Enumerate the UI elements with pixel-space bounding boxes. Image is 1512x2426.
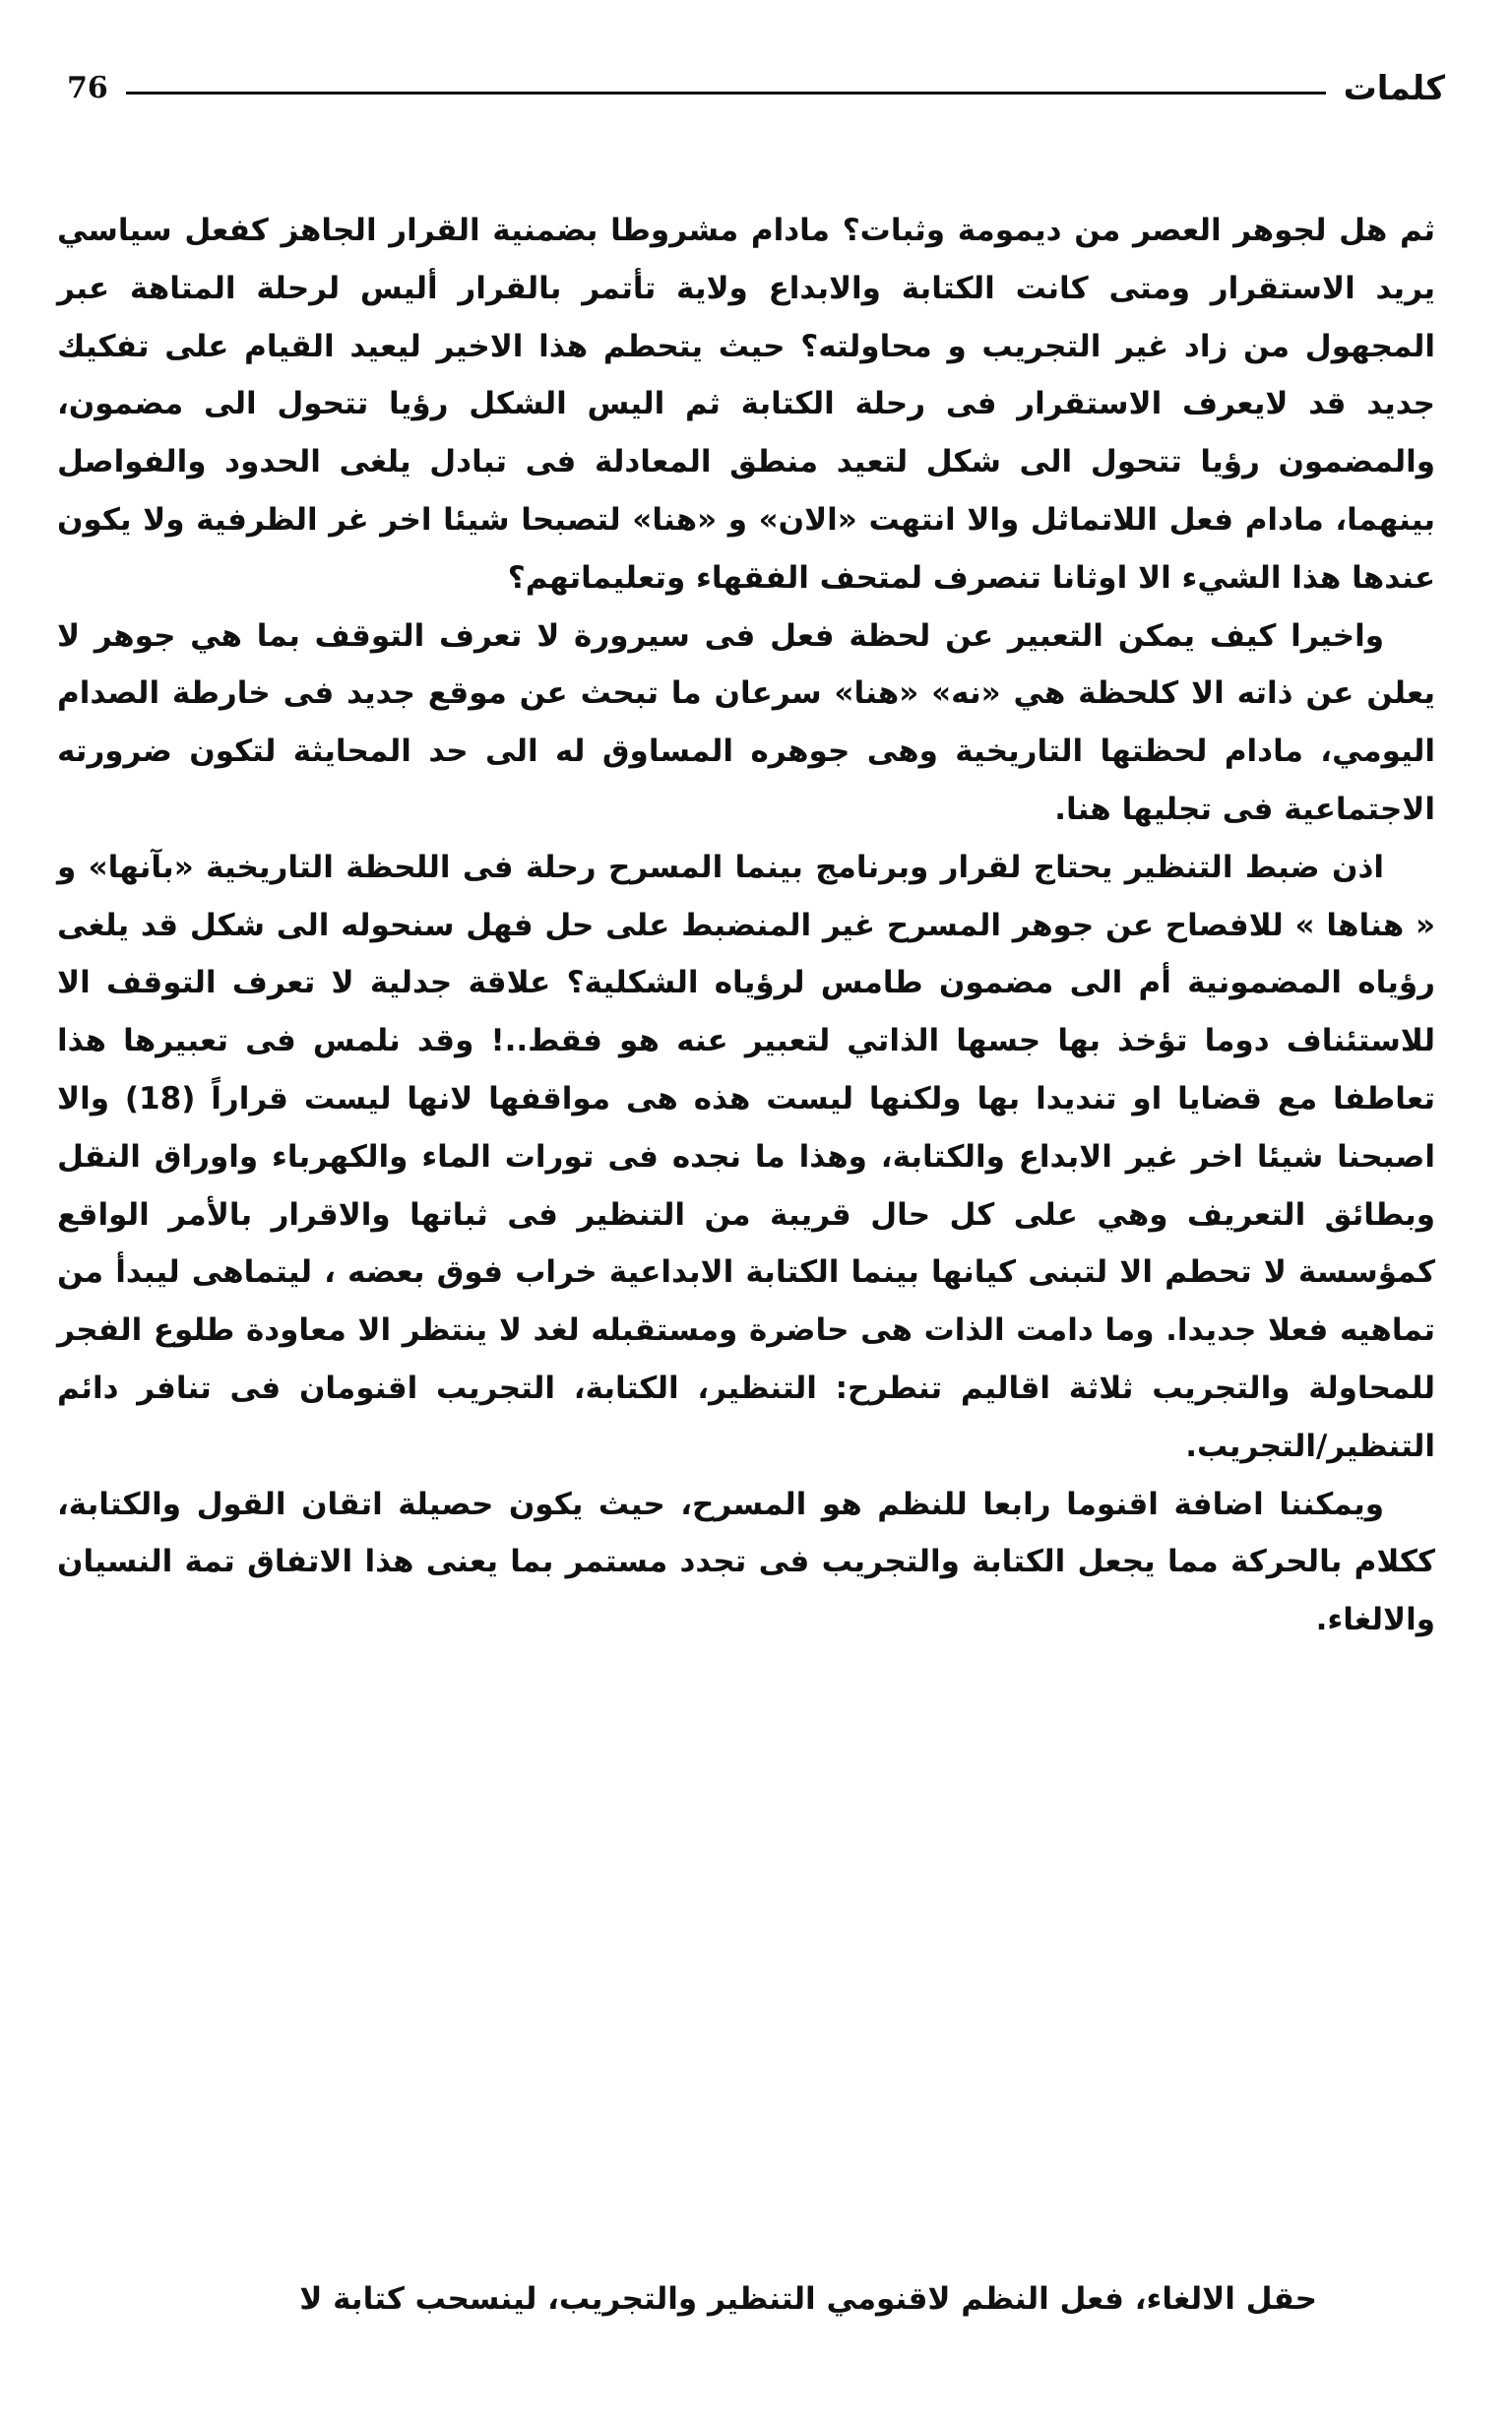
header-rule [126,92,1326,95]
continuation-line: حقل الالغاء، فعل النظم لاقنومي التنظير والتجريب، لينسحب كتابة لا [299,2281,1317,2317]
paragraph-2: واخيرا كيف يمكن التعبير عن لحظة فعل فى سيرورة لا تعرف التوقف بما هي جوهر لا يعلن عن ذاته الا كلحظة هي «نه» «هنا» سرعان ما تبحث عن موقع جديد فى خارطة الصدام اليومي، مادام لحظتها التاريخية وهى جوهره المساوق له الى حد المحايثة لتكون ضرورته الاجتماعية فى تجليها هنا. [57,617,1435,827]
running-title: كلمات [1343,69,1445,108]
body-text [57,202,1435,1649]
paragraph-3: اذن ضبط التنظير يحتاج لقرار وبرنامج بينما المسرح رحلة فى اللحظة التاريخية «بآنها» و « هناها » للافصاح عن جوهر المسرح غير المنضبط على حل فهل سنحوله الى شكل قد يلغى رؤياه المضمونية أم الى مضمون طامس لرؤياه الشكلية؟ علاقة جدلية لا تعرف التوقف الا للاستئناف دوما تؤخذ بها جسها الذاتي لتعبير عنه هو فقط..! وقد نلمس فى تعبيرها هذا تعاطفا مع قضايا او تنديدا بها ولكنها ليست هذه هى مواقفها لانها ليست قراراً (18) والا اصبحنا شيئا اخر غير الابداع والكتابة، وهذا ما نجده فى تورات الماء والكهرباء واوراق النقل وبطائق التعريف وهي على كل حال قريبة من التنظير فى ثباتها والاقرار بالأمر الواقع كمؤسسة لا تحطم الا لتبنى كيانها بينما الكتابة الابداعية خراب فوق بعضه ، ليتماهى ليبدأ من تماهيه فعلا جديدا. وما دامت الذات هى حاضرة ومستقبله لغد لا ينتظر الا معاودة طلوع الفجر للمحاولة والتجريب ثلاثة اقاليم تنطرح: التنظير، الكتابة، التجريب اقنومان فى تنافر دائم التنظير/التجريب. [57,849,1435,1464]
paragraph-4: ويمكننا اضافة اقنوما رابعا للنظم هو المسرح، حيث يكون حصيلة اتقان القول والكتابة، ككلام بالحركة مما يجعل الكتابة والتجريب فى تجدد مستمر بما يعنى هذا الاتفاق تمة النسيان والالغاء. [57,1486,1435,1638]
paragraph-1: ثم هل لجوهر العصر من ديمومة وثبات؟ مادام مشروطا بضمنية القرار الجاهز كفعل سياسي يريد الاستقرار ومتى كانت الكتابة والابداع ولاية تأتمر بالقرار أليس لرحلة المتاهة عبر المجهول من زاد غير التجريب و محاولته؟ حيث يتحطم هذا الاخير ليعيد القيام على تفكيك جديد قد لايعرف الاستقرار فى رحلة الكتابة ثم اليس الشكل رؤيا تتحول الى مضمون، والمضمون رؤيا تتحول الى شكل لتعيد منطق المعادلة فى تبادل يلغى الحدود والفواصل بينهما، مادام فعل اللاتماثل والا انتهت «الان» و «هنا» لتصبحا شيئا اخر غر الظرفية ولا يكون عندها هذا الشيء الا اوثانا تنصرف لمتحف الفقهاء وتعليماتهم؟ [57,213,1435,596]
page-number: 76 [67,71,108,105]
page-header [67,61,1445,116]
